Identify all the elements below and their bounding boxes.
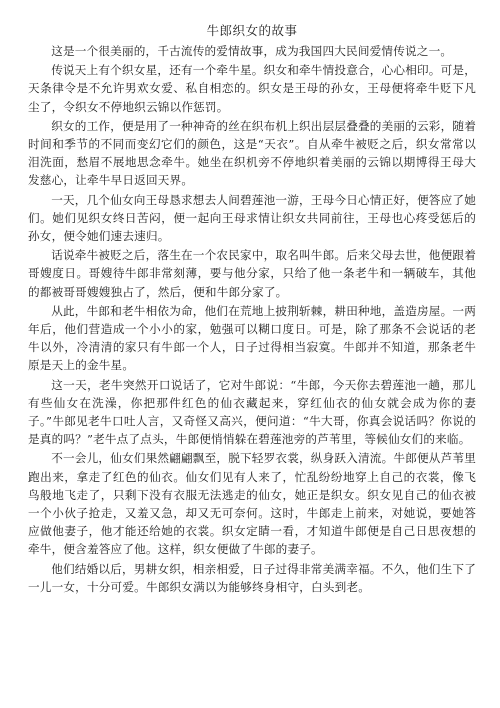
document-page	[28, 22, 476, 597]
paragraph-intro: 这是一个很美丽的，千古流传的爱情故事，成为我国四大民间爱情传说之一。	[51, 44, 453, 58]
paragraph-fairies-trip: 一天，几个仙女向王母恳求想去人间碧莲池一游，王母今日心情正好，便答应了她们。她们见织女终日苦闷，便一起向王母求情让织女共同前往，王母也心疼受惩后的孙女，便令她们速去速归。	[28, 192, 476, 244]
paragraph-cowherd-family: 话说牵牛被贬之后，落生在一个农民家中，取名叫牛郎。后来父母去世，他便跟着哥嫂度日。哥嫂待牛郎非常刻薄，要与他分家，只给了他一条老牛和一辆破车，其他的都被哥哥嫂嫂独占了，然后，便和牛郎分家了。	[28, 248, 476, 299]
paragraph-weaving: 织女的工作，便是用了一种神奇的丝在织布机上织出层层叠叠的美丽的云彩，随着时间和季节的不同而变幻它们的颜色，这是“天衣”。自从牵牛被贬之后，织女常常以泪洗面，愁眉不展地思念牵牛。她坐在织机旁不停地织着美丽的云锦以期博得王母大发慈心，让牵牛早日返回天界。	[28, 118, 476, 188]
paragraph-marriage: 他们结婚以后，男耕女织，相亲相爱，日子过得非常美满幸福。不久，他们生下了一儿一女，十分可爱。牛郎织女满以为能够终身相守，白头到老。	[28, 561, 476, 594]
paragraph-ox-speaks: 这一天，老牛突然开口说话了，它对牛郎说：“牛郎，今天你去碧莲池一趟，那儿有些仙女在洗澡，你把那件红色的仙衣藏起来，穿红仙衣的仙女就会成为你的妻子。”牛郎见老牛口吐人言，又奇怪又高兴，便问道：“牛大哥，你真会说话吗？你说的是真的吗？”老牛点了点头，牛郎便悄悄躲在碧莲池旁的芦苇里，等候仙女们的来临。	[28, 377, 476, 447]
document-title: 牛郎织女的故事	[206, 23, 298, 38]
paragraph-old-ox: 从此，牛郎和老牛相依为命，他们在荒地上披荆斩棘，耕田种地，盖造房屋。一两年后，他们营造成一个小小的家，勉强可以糊口度日。可是，除了那条不会说话的老牛以外，冷清清的家只有牛郎一个人，日子过得相当寂寞。牛郎并不知道，那条老牛原是天上的金牛星。	[28, 303, 476, 373]
paragraph-fairies-bathing: 不一会儿，仙女们果然翩翩飘至，脱下轻罗衣裳，纵身跃入清流。牛郎便从芦苇里跑出来，拿走了红色的仙衣。仙女们见有人来了，忙乱纷纷地穿上自己的衣裳，像飞鸟般地飞走了，只剩下没有衣服无法逃走的仙女，她正是织女。织女见自己的仙衣被一个小伙子抢走，又羞又急，却又无可奈何。这时，牛郎走上前来，对她说，要她答应做他妻子，他才能还给她的衣裳。织女定睛一看，才知道牛郎便是自己日思夜想的牵牛，便含羞答应了他。这样，织女便做了牛郎的妻子。	[28, 451, 476, 557]
paragraph-legend: 传说天上有个织女星，还有一个牵牛星。织女和牵牛情投意合，心心相印。可是，天条律令是不允许男欢女爱、私自相恋的。织女是王母的孙女，王母便将牵牛贬下凡尘了，令织女不停地织云锦以作惩罚。	[28, 63, 476, 114]
